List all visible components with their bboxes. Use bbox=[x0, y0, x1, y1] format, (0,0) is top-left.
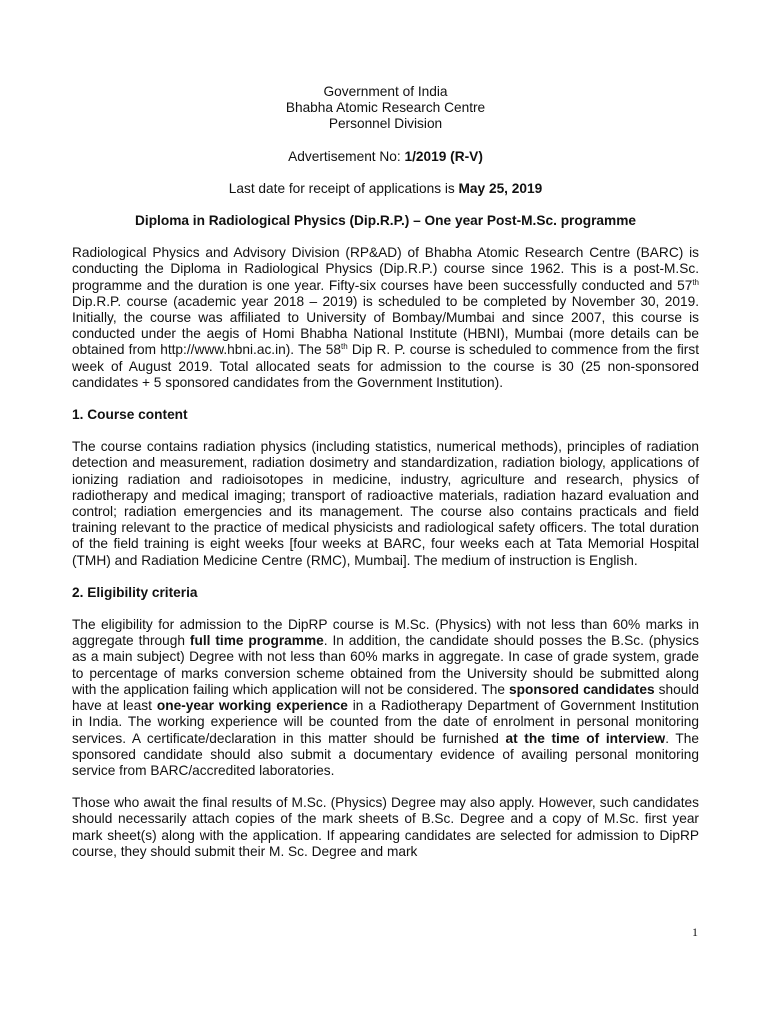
header-block bbox=[72, 84, 699, 229]
intro-paragraph: Radiological Physics and Advisory Division (RP&AD) of Bhabha Atomic Research Centre (BARC) is conducting the Diploma in Radiological Physics (Dip.R.P.) course since 1962. This is a post-M.Sc. programme and the duration is one year. Fifty-six courses have been successfully conducted and 57th Dip.R.P. course (academic year 2018 – 2019) is scheduled to be completed by November 30, 2019. Initially, the course was affiliated to University of Bombay/Mumbai and since 2007, this course is conducted under the aegis of Homi Bhabha National Institute (HBNI), Mumbai (more details can be obtained from http://www.hbni.ac.in). The 58th Dip R. P. course is scheduled to commence from the first week of August 2019. Total allocated seats for admission to the course is 30 (25 non-sponsored candidates + 5 sponsored candidates from the Government Institution). bbox=[72, 245, 700, 390]
application-deadline bbox=[72, 181, 699, 197]
section-heading-course-content: 1. Course content bbox=[72, 407, 188, 423]
advertisement-number bbox=[72, 149, 699, 165]
advertisement-label: Advertisement No: bbox=[288, 148, 405, 164]
deadline-label: Last date for receipt of applications is bbox=[228, 180, 459, 196]
org-government: Government of India bbox=[323, 84, 448, 99]
section-heading-eligibility: 2. Eligibility criteria bbox=[72, 584, 198, 600]
page-number: 1 bbox=[692, 925, 698, 939]
course-content-paragraph: The course contains radiation physics (including statistics, numerical methods), principles of radiation detection and measurement, radiation dosimetry and standardization, radiation biology, applications of ionizing radiation and radioisotopes in medicine, industry, agriculture and research, physics of radiotherapy and medical imaging; transport of radioactive materials, radiation hazard evaluation and control; radiation emergencies and its management. The course also contains practicals and field training relevant to the practice of medical physicists and radiological safety officers. The total duration of the field training is eight weeks [four weeks at BARC, four weeks each at Tata Memorial Hospital (TMH) and Radiation Medicine Centre (RMC), Mumbai]. The medium of instruction is English. bbox=[72, 439, 699, 568]
appearing-candidates-paragraph: Those who await the final results of M.Sc. (Physics) Degree may also apply. However, such candidates should necessarily attach copies of the mark sheets of B.Sc. Degree and a copy of M.Sc. first year mark sheet(s) along with the application. If appearing candidates are selected for admission to DipRP course, they should submit their M. Sc. Degree and mark bbox=[72, 795, 699, 859]
advertisement-value: 1/2019 (R-V) bbox=[404, 148, 483, 164]
programme-title: Diploma in Radiological Physics (Dip.R.P.) – One year Post-M.Sc. programme bbox=[135, 213, 636, 229]
document-page bbox=[72, 84, 699, 860]
deadline-date: May 25, 2019 bbox=[458, 180, 543, 196]
org-division: Personnel Division bbox=[328, 116, 443, 132]
org-barc: Bhabha Atomic Research Centre bbox=[285, 100, 486, 116]
eligibility-paragraph: The eligibility for admission to the DipRP course is M.Sc. (Physics) with not less than 60% marks in aggregate through full time programme. In addition, the candidate should posses the B.Sc. (physics as a main subject) Degree with not less than 60% marks in aggregate. In case of grade system, grade to percentage of marks conversion scheme obtained from the University should be submitted along with the application failing which application will not be considered. The sponsored candidates should have at least one-year working experience in a Radiotherapy Department of Government Institution in India. The working experience will be counted from the date of enrolment in personal monitoring services. A certificate/declaration in this matter should be furnished at the time of interview. The sponsored candidate should also submit a documentary evidence of availing personal monitoring service from BARC/accredited laboratories. bbox=[72, 617, 700, 778]
